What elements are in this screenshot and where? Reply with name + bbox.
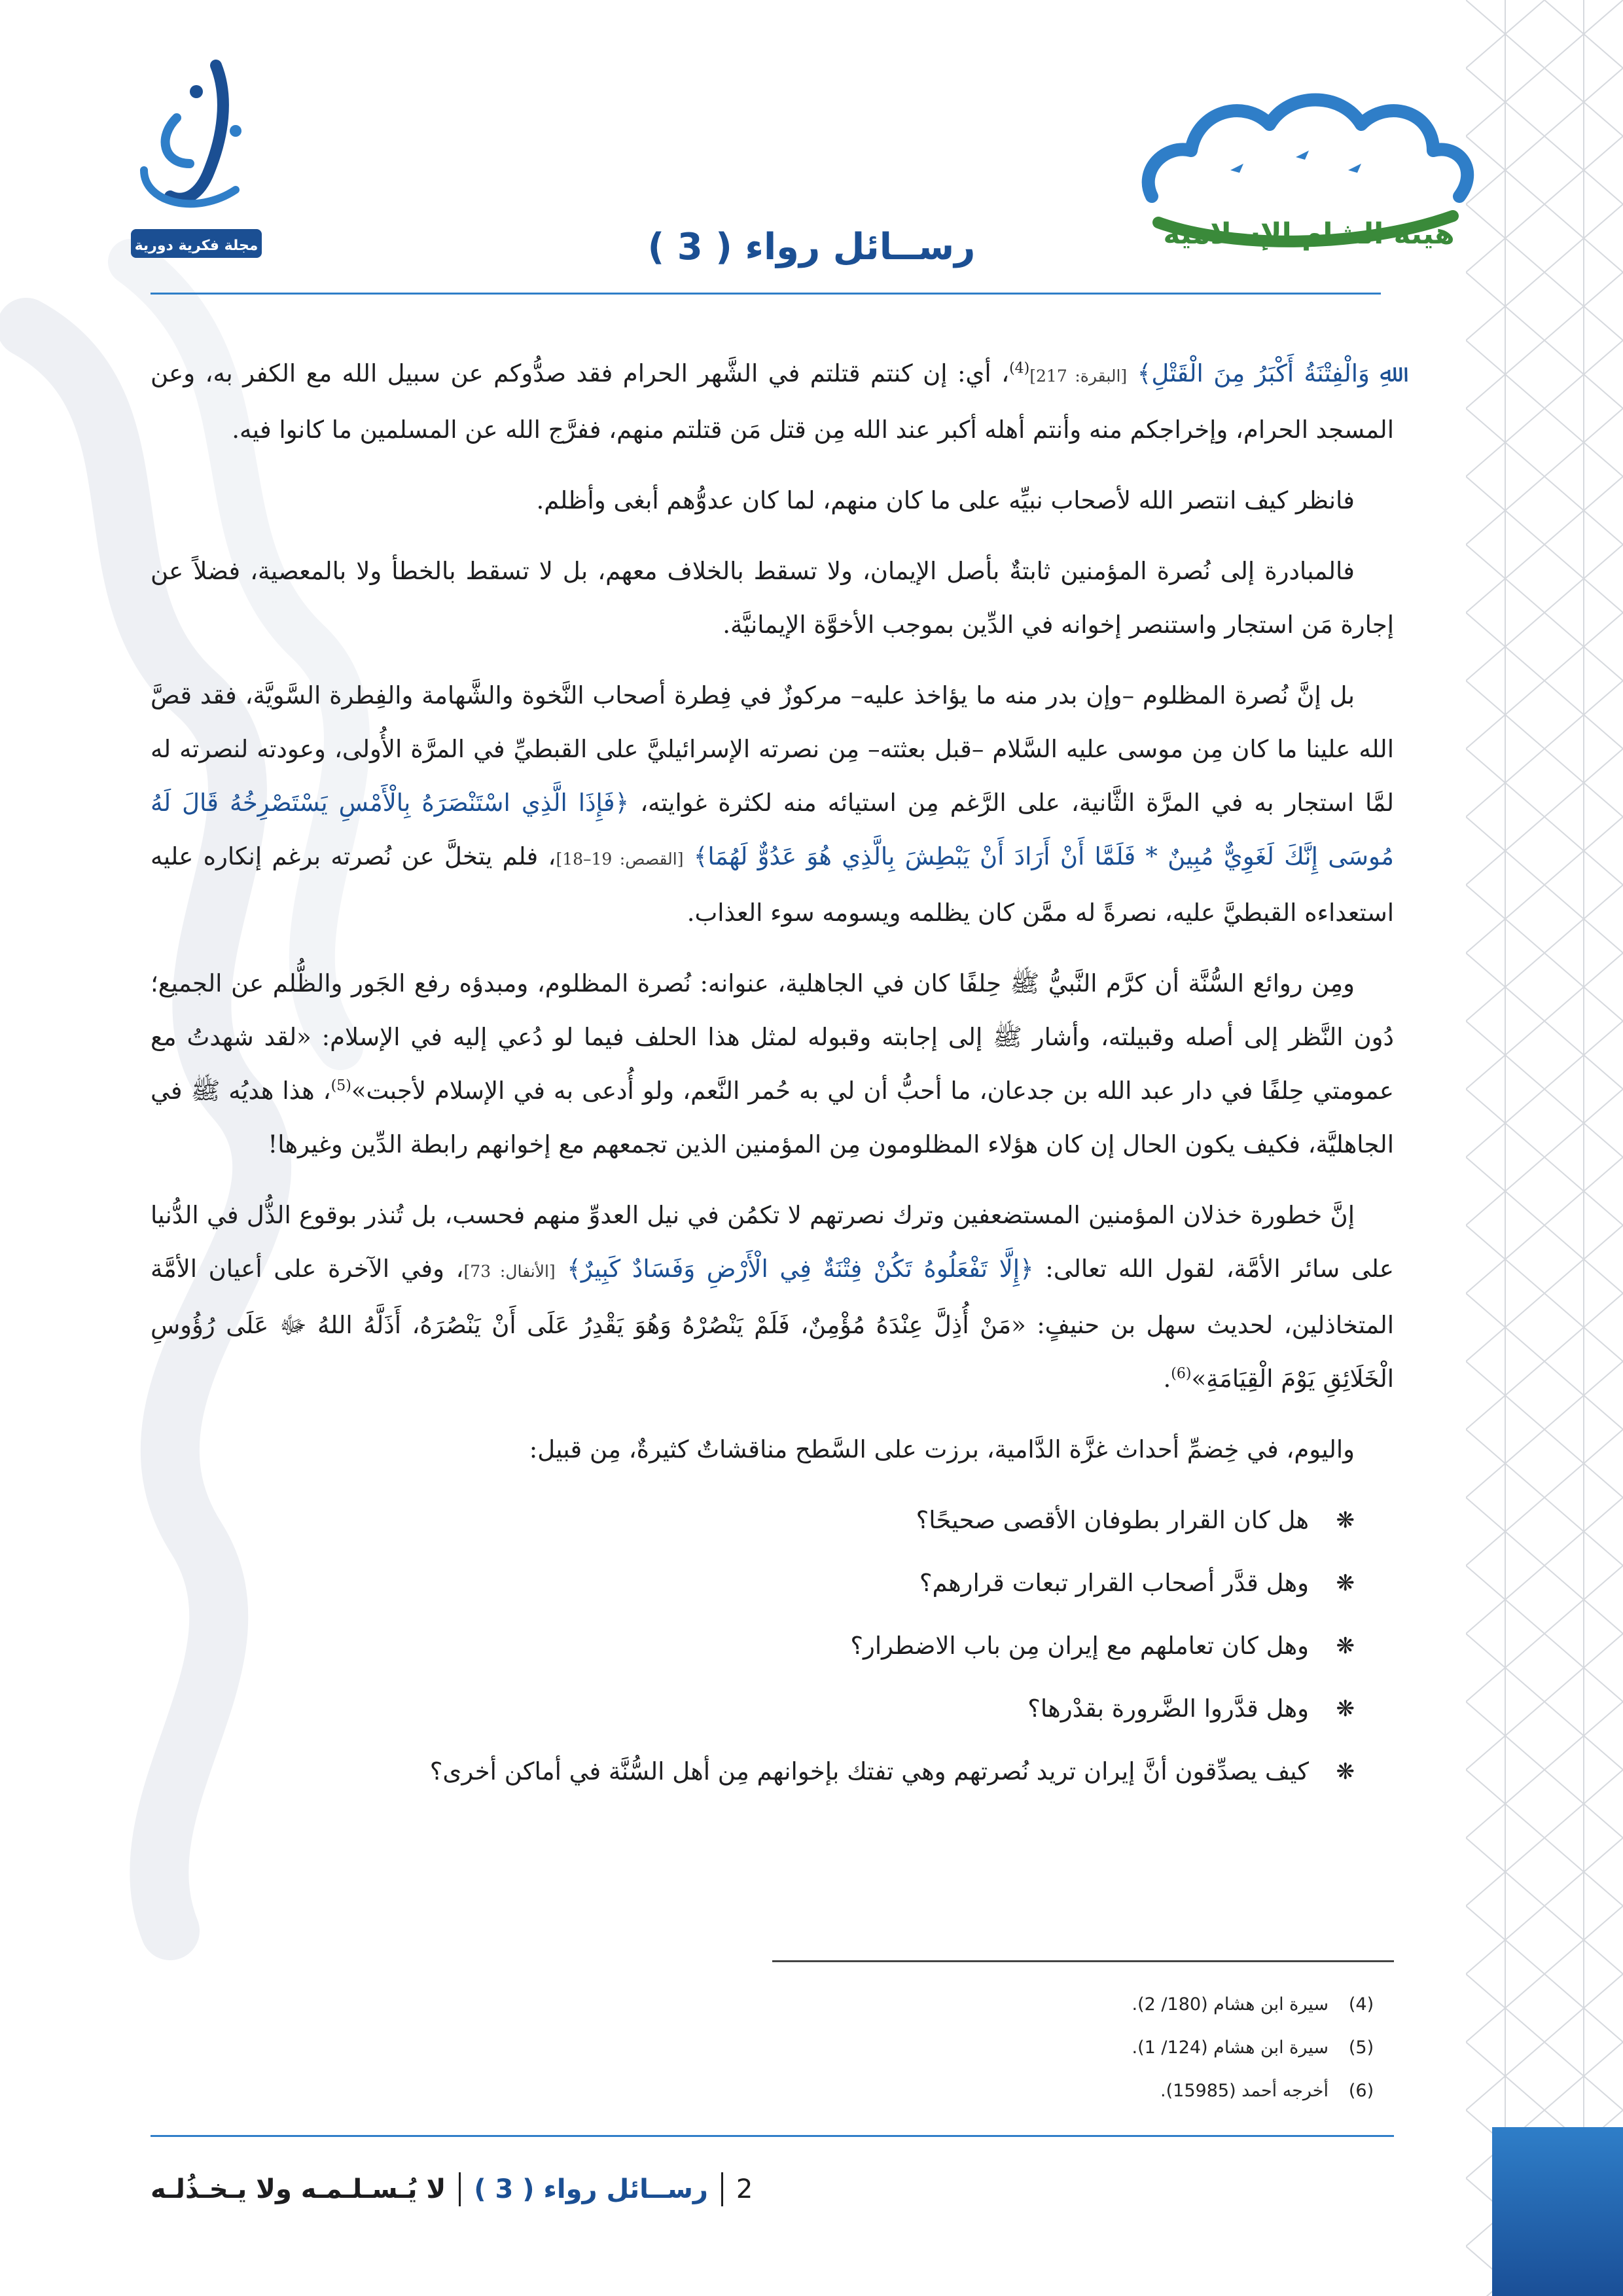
quran-verse: ﴿إِلَّا تَفْعَلُوهُ تَكُنْ فِتْنَةٌ فِي الْأَرْضِ وَفَسَادٌ كَبِيرٌ﴾ [567, 1255, 1034, 1283]
footer-series: رســائل رواء ( 3 ) [474, 2174, 708, 2204]
footnote-ref: (4) [1009, 360, 1030, 377]
paragraph-6 [151, 1189, 1394, 1406]
footnotes [151, 1983, 1394, 2113]
footnote-number: (4) [1348, 1994, 1374, 2015]
header-divider [151, 291, 1381, 295]
page-footer [151, 2160, 1394, 2219]
footnote-text: سيرة ابن هشام (180/ 2). [1132, 1994, 1329, 2015]
paragraph-5 [151, 957, 1394, 1172]
list-item: ❋ وهل قدَّر أصحاب القرار تبعات قرارهم؟ [151, 1556, 1355, 1610]
lattice-pattern [1466, 0, 1623, 2296]
verse-reference: [الأنفال: 73] [463, 1262, 556, 1281]
footnote-item [151, 2070, 1394, 2113]
paragraph-2: فانظر كيف انتصر الله لأصحاب نبيِّه على ما كان منهم، لما كان عدوُّهم أبغى وأظلم. [536, 486, 1355, 514]
footer-separator [721, 2172, 723, 2206]
flower-bullet-icon: ❋ [1336, 1633, 1355, 1659]
footnote-number: (6) [1348, 2081, 1374, 2101]
article-body [151, 347, 1394, 1808]
paragraph-text: ومِن روائع السُّنَّة أن كرَّم النَّبيُّ ﷺ حِلفًا كان في الجاهلية، عنوانه: نُصرة المظلوم، ومبدؤه رفع الجَور والظُّلم عن الجميع؛ دُون النَّظر إلى أصله وقبيلته، وأشار ﷺ إلى إجابته وقبوله لمثل هذا الحلف فيما لو دُعي إليه في الإسلام: «لقد شهدتُ مع عمومتي حِلفًا في دار عبد الله بن جدعان، ما أحبُّ أن لي به حُمر النَّعم، ولو أُدعى به في الإسلام لأجبت» [151, 969, 1395, 1105]
footnote-text: سيرة ابن هشام (124/ 1). [1132, 2037, 1329, 2058]
quran-verse: ﷲِ وَالْفِتْنَةُ أَكْبَرُ مِنَ الْقَتْلِ﴾ [1137, 359, 1394, 387]
list-item: ❋ وهل قدَّروا الضَّرورة بقدْرها؟ [151, 1682, 1355, 1736]
footnote-ref: (5) [330, 1077, 351, 1094]
paragraph-4 [151, 669, 1394, 940]
paragraph-1 [151, 347, 1394, 457]
footnote-item [151, 1983, 1394, 2026]
paragraph-text: ، أي: إن كنتم قتلتم في الشَّهر الحرام فقد صدُّوكم عن سبيل الله مع الكفر به، وعن المسجد الحرام، وإخراجكم منه وأنتم أهله أكبر عند الله مِن قتل مَن قتلتم منهم، ففرَّج الله عن المسلمين ما كانوا فيه. [151, 359, 1394, 444]
list-item: ❋ هل كان القرار بطوفان الأقصى صحيحًا؟ [151, 1494, 1355, 1547]
verse-reference: [البقرة: 217] [1029, 367, 1128, 386]
flower-bullet-icon: ❋ [1336, 1696, 1355, 1722]
paragraph-text: . [1163, 1365, 1171, 1393]
quran-verse: ﴿فَإِذَا الَّذِي اسْتَنْصَرَهُ بِالْأَمْسِ يَسْتَصْرِخُهُ قَالَ لَهُ مُوسَى إِنَّكَ لَغَوِيٌّ مُبِينٌ * فَلَمَّا أَنْ أَرَادَ أَنْ يَبْطِشَ بِالَّذِي هُوَ عَدُوٌّ لَهُمَا﴾ [151, 789, 1394, 870]
footer-divider [151, 2135, 1394, 2137]
sham-authority-logo [1113, 72, 1479, 268]
verse-reference: [القصص: 19–18] [556, 850, 684, 869]
paragraph-text: ، وفي الآخرة على أعيان الأمَّة المتخاذلين، لحديث سهل بن حنيفٍ: [151, 1255, 1395, 1339]
side-accent-bar [1492, 2127, 1623, 2296]
list-item: ❋ وهل كان تعاملهم مع إيران مِن باب الاضطرار؟ [151, 1619, 1355, 1673]
footnote-number: (5) [1348, 2037, 1374, 2058]
footer-topic: لا يُـسـلـمـه ولا يـخـذُلـه [151, 2174, 446, 2204]
rewaa-logo [118, 39, 268, 262]
page-title: رســائل رواء ( 3 ) [647, 226, 976, 268]
logo-tagline: مجلة فكرية دورية [134, 238, 259, 254]
footnote-item [151, 2026, 1394, 2070]
footnote-divider [772, 1960, 1394, 1962]
paragraph-3: فالمبادرة إلى نُصرة المؤمنين ثابتةٌ بأصل الإيمان، ولا تسقط بالخلاف معهم، بل لا تسقط بالخطأ ولا بالمعصية، فضلاً عن إجارة مَن استجار واستنصر إخوانه في الدِّين بموجب الأخوَّة الإيمانيَّة. [151, 557, 1394, 639]
flower-bullet-icon: ❋ [1336, 1759, 1355, 1785]
hadith-text: «مَنْ أُذِلَّ عِنْدَهُ مُؤْمِنٌ، فَلَمْ يَنْصُرْهُ وَهُوَ يَقْدِرُ عَلَى أَنْ يَنْصُرَهُ، أَذَلَّهُ اللهُ ﷻ عَلَى رُؤُوسِ الْخَلَائِقِ يَوْمَ الْقِيَامَةِ» [151, 1311, 1394, 1393]
list-item: ❋ كيف يصدِّقون أنَّ إيران تريد نُصرتهم وهي تفتك بإخوانهم مِن أهل السُّنَّة في أماكن أخرى؟ [151, 1745, 1355, 1799]
page-number: 2 [736, 2174, 753, 2204]
paragraph-text: ، فلم يتخلَّ عن نُصرته برغم إنكاره عليه استعداءه القبطيَّ عليه، نصرةً له ممَّن كان يظلمه ويسومه سوء العذاب. [151, 842, 1394, 927]
footer-separator [459, 2172, 461, 2206]
paragraph-7: واليوم، في خِضمِّ أحداث غزَّة الدَّامية، برزت على السَّطح مناقشاتٌ كثيرةٌ، مِن قبيل: [529, 1435, 1355, 1463]
flower-bullet-icon: ❋ [1336, 1507, 1355, 1534]
question-list [151, 1494, 1394, 1799]
paragraph-text: إنَّ خطورة خذلان المؤمنين المستضعفين وترك نصرتهم لا تكمُن في نيل العدوِّ منهم فحسب، بل تُنذر بوقوع الذُّل في الدُّنيا على سائر الأمَّة، لقول الله تعالى: [151, 1201, 1394, 1283]
flower-bullet-icon: ❋ [1336, 1570, 1355, 1596]
paragraph-text: بل إنَّ نُصرة المظلوم –وإن بدر منه ما يؤاخذ عليه– مركوزٌ في فِطرة أصحاب النَّخوة والشَّهامة والفِطرة السَّويَّة، فقد قصَّ الله علينا ما كان مِن موسى عليه السَّلام –قبل بعثته– مِن نصرته الإسرائيليَّ على القبطيِّ في المرَّة الأُولى، وعودته لنصرته له لمَّا استجار به في المرَّة الثَّانية، على الرَّغم مِن استيائه منه لكثرة غوايته، [151, 681, 1394, 817]
paragraph-text: ، هذا هديُه ﷺ في الجاهليَّة، فكيف يكون الحال إن كان هؤلاء المظلومون مِن المؤمنين الذين تجمعهم مع إخوانهم رابطة الدِّين وغيرها! [151, 1077, 1394, 1158]
footnote-text: أخرجه أحمد (15985). [1160, 2081, 1329, 2101]
logo-name: هيئة الشام الإسلامية [1163, 217, 1455, 251]
footnote-ref: (6) [1171, 1365, 1192, 1382]
